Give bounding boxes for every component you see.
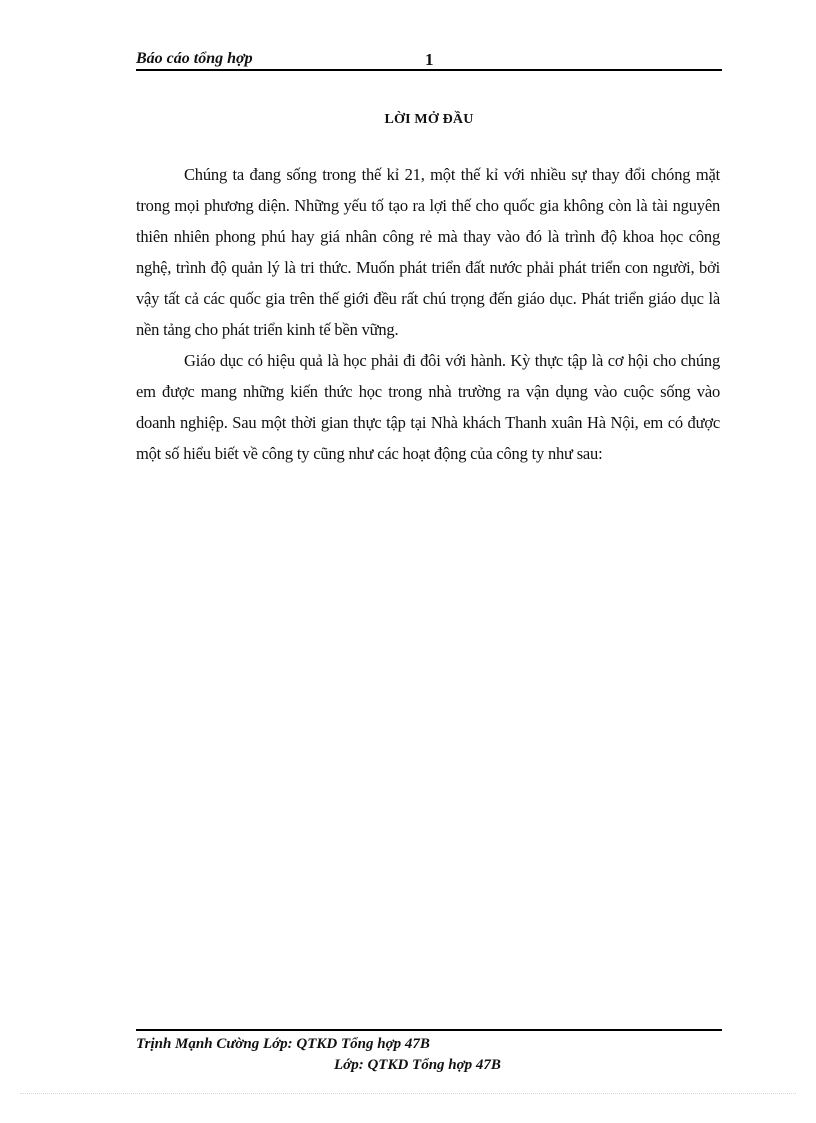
document-title: LỜI MỞ ĐẦU bbox=[384, 112, 474, 127]
page-bottom-divider bbox=[20, 1093, 796, 1094]
header-rule bbox=[136, 69, 722, 71]
paragraph: Giáo dục có hiệu quả là học phải đi đôi với hành. Kỳ thực tập là cơ hội cho chúng em được mang những kiến thức học trong nhà trường ra vận dụng vào cuộc sống vào doanh nghiệp. Sau một thời gian thực tập tại Nhà khách Thanh xuân Hà Nội, em có được một số hiểu biết về công ty cũng như các hoạt động của công ty như sau: bbox=[136, 351, 720, 463]
page-header bbox=[136, 44, 722, 72]
footer-author-class: Trịnh Mạnh Cường Lớp: QTKD Tổng hợp 47B bbox=[136, 1036, 430, 1052]
footer-rule bbox=[136, 1029, 722, 1031]
page-number: 1 bbox=[425, 50, 434, 69]
header-title: Báo cáo tổng hợp bbox=[136, 50, 253, 67]
footer-class: Lớp: QTKD Tổng hợp 47B bbox=[334, 1057, 501, 1073]
document-body bbox=[136, 159, 720, 469]
paragraph: Chúng ta đang sống trong thế kỉ 21, một thế kỉ với nhiều sự thay đổi chóng mặt trong mọi phương diện. Những yếu tố tạo ra lợi thế cho quốc gia không còn là tài nguyên thiên nhiên phong phú hay giá nhân công rẻ mà thay vào đó là trình độ khoa học công nghệ, trình độ quản lý là tri thức. Muốn phát triển đất nước phải phát triển con người, bởi vậy tất cả các quốc gia trên thế giới đều rất chú trọng đến giáo dục. Phát triển giáo dục là nền tảng cho phát triển kinh tế bền vững. bbox=[136, 165, 720, 339]
